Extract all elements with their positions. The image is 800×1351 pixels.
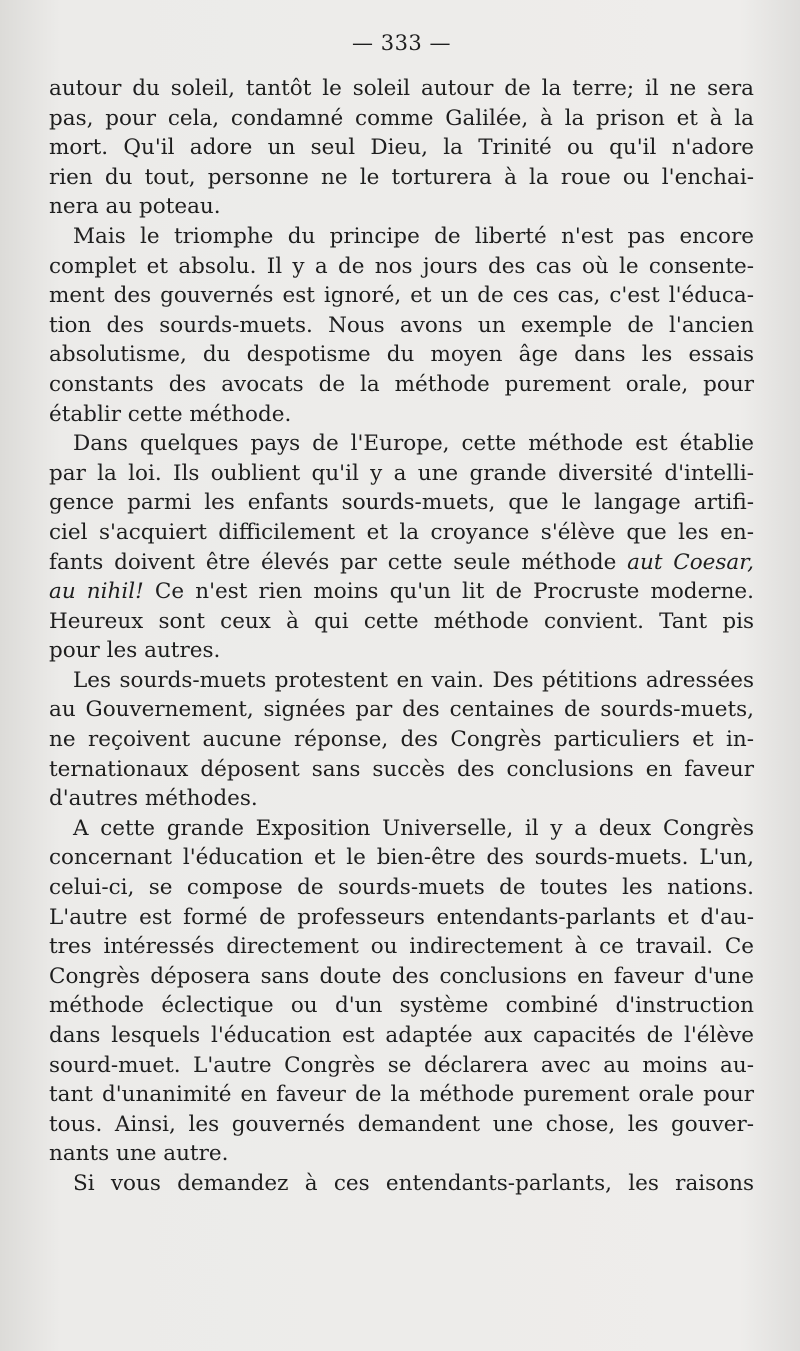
text-line xyxy=(49,429,754,459)
line-text: tion des sourds-muets. Nous avons un exemple de l'ancien xyxy=(49,312,754,338)
text-line xyxy=(49,74,754,104)
line-text: fants doivent être élevés par cette seule méthode xyxy=(49,549,617,575)
line-text: autour du soleil, tantôt le soleil autour de la terre; il ne sera xyxy=(49,76,754,101)
text-line xyxy=(49,784,754,814)
line-text: tres intéressés directement ou indirectement à ce travail. Ce xyxy=(49,934,754,960)
line-text: A cette grande Exposition Universelle, il y a deux Congrès xyxy=(73,815,754,841)
line-text: Ce n'est rien moins qu'un lit de Procruste moderne. xyxy=(154,579,754,605)
italic-phrase: au nihil! xyxy=(49,579,144,605)
line-text: établir cette méthode. xyxy=(49,401,292,427)
line-text: gence parmi les enfants sourds-muets, que le langage artifi- xyxy=(49,490,754,516)
text-line xyxy=(49,548,754,578)
text-line xyxy=(49,192,754,222)
line-text: ciel s'acquiert difficilement et la croyance s'élève que les en- xyxy=(49,519,754,545)
line-text: sourd-muet. L'autre Congrès se déclarera avec au moins au- xyxy=(49,1052,754,1078)
text-line xyxy=(49,281,754,311)
line-text: au Gouvernement, signées par des centaines de sourds-muets, xyxy=(49,697,754,723)
line-text: par la loi. Ils oublient qu'il y a une grande diversité d'intelli- xyxy=(49,460,754,486)
text-line xyxy=(49,104,754,134)
text-line xyxy=(49,695,754,725)
line-text: nera au poteau. xyxy=(49,194,221,220)
text-line xyxy=(49,991,754,1021)
text-line xyxy=(49,222,754,252)
line-text: concernant l'éducation et le bien-être des sourds-muets. L'un, xyxy=(49,845,754,871)
text-line xyxy=(49,311,754,341)
line-text: absolutisme, du despotisme du moyen âge dans les essais xyxy=(49,342,754,368)
line-text: tous. Ainsi, les gouvernés demandent une chose, les gouver- xyxy=(49,1111,754,1137)
line-text: rien du tout, personne ne le torturera à la roue ou l'enchai- xyxy=(49,164,754,190)
text-line xyxy=(49,577,754,607)
text-line xyxy=(49,1110,754,1140)
line-text: Dans quelques pays de l'Europe, cette méthode est établie xyxy=(73,431,754,457)
line-text: celui-ci, se compose de sourds-muets de toutes les nations. xyxy=(49,875,754,901)
line-text: Congrès déposera sans doute des conclusions en faveur d'une xyxy=(49,963,754,989)
line-text: tant d'unanimité en faveur de la méthode purement orale pour xyxy=(49,1082,754,1108)
line-text: ne reçoivent aucune réponse, des Congrès particuliers et in- xyxy=(49,727,754,753)
line-text: Heureux sont ceux à qui cette méthode convient. Tant pis xyxy=(49,608,754,634)
line-text: complet et absolu. Il y a de nos jours des cas où le consente- xyxy=(49,253,754,279)
text-line xyxy=(49,1021,754,1051)
line-text: Mais le triomphe du principe de liberté n'est pas encore xyxy=(73,223,754,249)
text-line xyxy=(49,636,754,666)
text-line xyxy=(49,843,754,873)
line-text: nants une autre. xyxy=(49,1141,229,1167)
line-text: Les sourds-muets protestent en vain. Des pétitions adressées xyxy=(73,667,754,693)
line-text: dans lesquels l'éducation est adaptée aux capacités de l'élève xyxy=(49,1023,754,1048)
text-line xyxy=(49,607,754,637)
text-line xyxy=(49,814,754,844)
text-line xyxy=(49,932,754,962)
line-text: méthode éclectique ou d'un système combiné d'instruction xyxy=(49,993,754,1019)
line-text: ment des gouvernés est ignoré, et un de ces cas, c'est l'éduca- xyxy=(49,283,754,309)
text-line xyxy=(49,488,754,518)
text-line xyxy=(49,1169,754,1199)
line-text: L'autre est formé de professeurs entendants-parlants et d'au- xyxy=(49,904,754,930)
line-text: constants des avocats de la méthode purement orale, pour xyxy=(49,371,754,397)
text-line xyxy=(49,666,754,696)
text-line xyxy=(49,370,754,400)
text-line xyxy=(49,1080,754,1110)
text-line xyxy=(49,133,754,163)
line-text: Si vous demandez à ces entendants-parlants, les raisons xyxy=(73,1170,754,1196)
text-line xyxy=(49,1139,754,1169)
line-text: mort. Qu'il adore un seul Dieu, la Trinité ou qu'il n'adore xyxy=(49,135,754,161)
line-text: ternationaux déposent sans succès des conclusions en faveur xyxy=(49,756,754,782)
text-line xyxy=(49,1051,754,1081)
body-text xyxy=(49,74,754,1199)
text-line xyxy=(49,755,754,785)
text-line xyxy=(49,725,754,755)
line-text: d'autres méthodes. xyxy=(49,786,258,812)
text-line xyxy=(49,873,754,903)
text-line xyxy=(49,340,754,370)
text-line xyxy=(49,903,754,933)
italic-phrase: aut Coesar, xyxy=(627,549,755,575)
text-line xyxy=(49,518,754,548)
text-line xyxy=(49,163,754,193)
page-number: — 333 — xyxy=(352,31,451,55)
text-line xyxy=(49,962,754,992)
text-line xyxy=(49,252,754,282)
line-text: pas, pour cela, condamné comme Galilée, à la prison et à la xyxy=(49,105,754,131)
text-line xyxy=(49,400,754,430)
text-line xyxy=(49,459,754,489)
line-text: pour les autres. xyxy=(49,638,221,664)
